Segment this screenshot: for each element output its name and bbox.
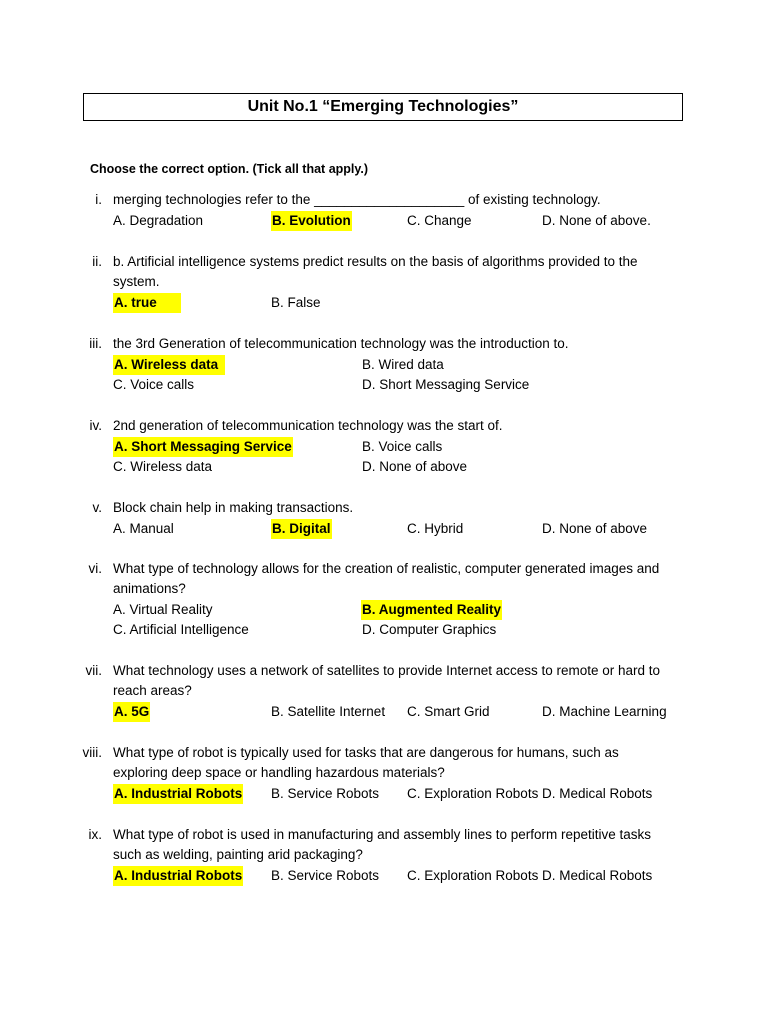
question-number: v. [92, 500, 102, 515]
option-a-answer: A. Wireless data [113, 355, 225, 375]
question-text: What type of robot is used in manufacturing and assembly lines to perform repetitive tasks such as welding, painting arid packaging? [113, 827, 652, 862]
option-d: D. Machine Learning [542, 704, 667, 719]
option-b: B. Service Robots [271, 868, 380, 883]
option-b-answer: B. Evolution [271, 211, 352, 231]
instruction-text: Choose the correct option. (Tick all that apply.) [90, 162, 369, 176]
option-b: B. False [271, 295, 321, 310]
option-a-answer: A. Short Messaging Service [113, 437, 293, 457]
option-d: D. Short Messaging Service [362, 377, 530, 392]
question-text: 2nd generation of telecommunication technology was the start of. [113, 418, 503, 433]
option-d: D. Medical Robots [542, 868, 653, 883]
option-c: C. Change [407, 213, 472, 228]
option-b: B. Satellite Internet [271, 704, 386, 719]
option-b-answer: B. Augmented Reality [361, 600, 502, 620]
question-number: i. [95, 192, 102, 207]
option-c: C. Wireless data [113, 459, 213, 474]
question-text: What type of technology allows for the creation of realistic, computer generated images and animations? [113, 561, 660, 596]
question-number: iii. [89, 336, 102, 351]
question-text: What technology uses a network of satellites to provide Internet access to remote or hard to reach areas? [113, 663, 661, 698]
option-c: C. Voice calls [113, 377, 195, 392]
question-number: viii. [82, 745, 102, 760]
option-d: D. Computer Graphics [362, 622, 497, 637]
option-a: A. Virtual Reality [113, 602, 213, 617]
option-c: C. Artificial Intelligence [113, 622, 249, 637]
question-text: b. Artificial intelligence systems predict results on the basis of algorithms provided to the system. [113, 254, 638, 289]
option-a: A. Degradation [113, 213, 204, 228]
question-number: vi. [88, 561, 102, 576]
option-d: D. None of above. [542, 213, 651, 228]
option-d: D. None of above [362, 459, 468, 474]
question-text: What type of robot is typically used for tasks that are dangerous for humans, such as exploring deep space or handling hazardous materials? [113, 745, 619, 780]
option-a-answer: A. true [113, 293, 181, 313]
option-b: B. Voice calls [362, 439, 443, 454]
option-b-answer: B. Digital [271, 519, 332, 539]
question-number: vii. [85, 663, 102, 678]
question-number: iv. [89, 418, 102, 433]
option-b: B. Wired data [362, 357, 444, 372]
question-text: Block chain help in making transactions. [113, 500, 354, 515]
option-c: C. Exploration Robots [407, 868, 539, 883]
option-c: C. Hybrid [407, 521, 464, 536]
question-text: the 3rd Generation of telecommunication technology was the introduction to. [113, 336, 569, 351]
option-a-answer: A. 5G [113, 702, 150, 722]
option-a: A. Manual [113, 521, 174, 536]
option-c: C. Exploration Robots [407, 786, 539, 801]
question-number: ix. [88, 827, 102, 842]
question-text: merging technologies refer to the ____________________ of existing technology. [113, 192, 601, 207]
option-c: C. Smart Grid [407, 704, 490, 719]
option-d: D. Medical Robots [542, 786, 653, 801]
question-number: ii. [92, 254, 102, 269]
option-b: B. Service Robots [271, 786, 380, 801]
page-title: Unit No.1 “Emerging Technologies” [83, 93, 683, 121]
option-d: D. None of above [542, 521, 648, 536]
option-a-answer: A. Industrial Robots [113, 784, 243, 804]
option-a-answer: A. Industrial Robots [113, 866, 243, 886]
